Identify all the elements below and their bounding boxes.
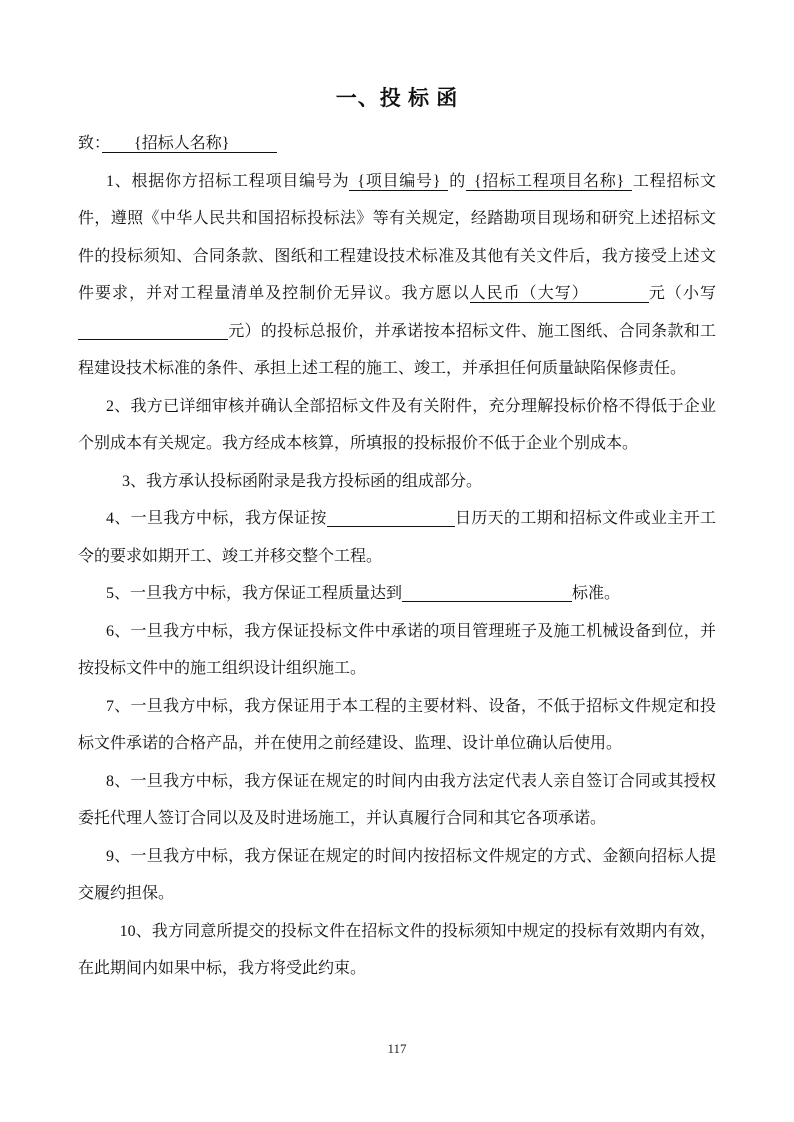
blank-field — [78, 323, 228, 340]
text-run: 4、一旦我方中标，我方保证按 — [106, 510, 327, 527]
paragraph-4 — [78, 500, 716, 575]
paragraph-8 — [78, 763, 716, 838]
text-run: 元（小写 — [648, 285, 716, 302]
paragraph-10 — [78, 913, 716, 988]
document-body — [78, 125, 716, 988]
paragraph-9 — [78, 838, 716, 913]
text-run: 2、我方已详细审核并确认全部招标文件及有关附件，充分理解投标价格不得低于企业个别成本有关规定。我方经成本核算，所填报的投标报价不低于企业个别成本。 — [78, 397, 716, 452]
underlined-fill-in-text: {招标工程项目名称} — [466, 172, 633, 190]
paragraph-5 — [78, 575, 716, 613]
blank-field — [327, 510, 455, 527]
paragraph-6 — [78, 613, 716, 688]
document-title: 一、投 标 函 — [335, 86, 459, 110]
salutation-line — [78, 125, 716, 163]
text-run: 10、我方同意所提交的投标文件在招标文件的投标须知中规定的投标有效期内有效，在此期间内如果中标，我方将受此约束。 — [78, 922, 716, 977]
text-run: 9、一旦我方中标，我方保证在规定的时间内按招标文件规定的方式、金额向招标人提交履约担保。 — [78, 847, 716, 902]
text-run: 3、我方承认投标函附录是我方投标函的组成部分。 — [122, 472, 483, 490]
text-run: 8、一旦我方中标，我方保证在规定的时间内由我方法定代表人亲自签订合同或其授权委托代理人签订合同以及及时进场施工，并认真履行合同和其它各项承诺。 — [78, 772, 716, 827]
text-run: 标准。 — [572, 585, 621, 602]
paragraph-1 — [78, 163, 716, 388]
text-run: 致： — [78, 135, 103, 152]
text-run: 工程招标文件，遵照《中华人民共和国招标投标法》等有关规定，经踏勘项目现场和研究上述招标文件的投标须知、合同条款、图纸和工程建设技术标准及其他有关文件后，我方接受上述文件要求，并对工程量清单及控制价无异议。我方愿以 — [78, 172, 716, 302]
text-run: 6、一旦我方中标，我方保证投标文件中承诺的项目管理班子及施工机械设备到位，并按投标文件中的施工组织设计组织施工。 — [78, 622, 716, 677]
blank-field — [402, 585, 572, 602]
text-run: 7、一旦我方中标，我方保证用于本工程的主要材料、设备，不低于招标文件规定和投标文件承诺的合格产品，并在使用之前经建设、监理、设计单位确认后使用。 — [78, 697, 716, 752]
paragraph-7 — [78, 688, 716, 763]
underlined-fill-in-text: {项目编号} — [349, 172, 449, 190]
text-run: 元）的投标总报价，并承诺按本招标文件、施工图纸、合同条款和工程建设技术标准的条件、承担上述工程的施工、竣工，并承担任何质量缺陷保修责任。 — [78, 322, 716, 377]
paragraph-3 — [78, 463, 716, 501]
text-run: 5、一旦我方中标，我方保证工程质量达到 — [106, 585, 403, 602]
paragraph-2 — [78, 388, 716, 463]
underlined-fill-in-text: {招标人名称} — [102, 135, 278, 152]
text-run: 日历天的工期和招标文件或业主开工令的要求如期开工、竣工并移交整个工程。 — [78, 510, 716, 565]
document-content — [78, 83, 716, 988]
page-number: 117 — [387, 1041, 407, 1056]
text-run: 的 — [448, 172, 466, 190]
underlined-fill-in-text: 人民币（大写） — [469, 285, 649, 302]
text-run: 1、根据你方招标工程项目编号为 — [106, 172, 350, 190]
